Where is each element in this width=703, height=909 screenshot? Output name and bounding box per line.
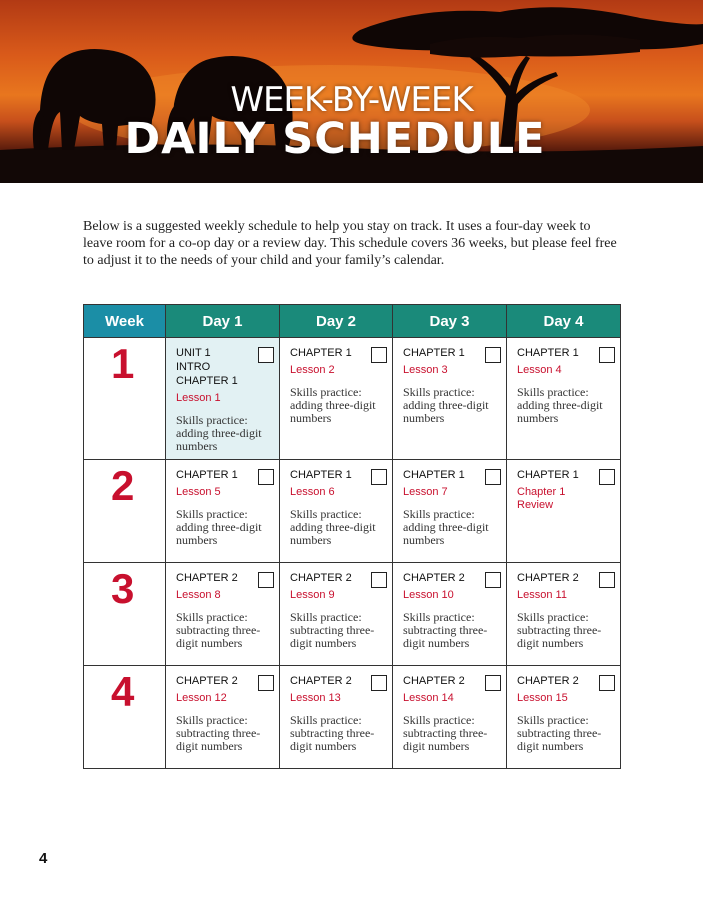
day-checkbox[interactable] [599,469,615,485]
lesson-label: Lesson 3 [403,364,448,376]
header-week: Week [84,305,166,338]
week-number: 1 [111,340,135,387]
day-cell [280,338,393,460]
lesson-label: Lesson 4 [517,364,562,376]
table-row [84,666,621,769]
week-number: 2 [111,462,135,509]
lesson-label: Lesson 9 [290,589,335,601]
chapter-label: CHAPTER 2 [517,675,579,687]
lesson-label: Lesson 2 [290,364,335,376]
skills-text: Skills practice: subtracting three-digit numbers [517,610,602,650]
lesson-label: Lesson 8 [176,589,221,601]
lesson-label: Lesson 10 [403,589,454,601]
skills-text: Skills practice: subtracting three-digit numbers [290,610,375,650]
day-cell [393,460,507,563]
page-title: DAILY SCHEDULE [124,114,546,164]
day-checkbox[interactable] [258,469,274,485]
day-cell [393,563,507,666]
chapter-label: UNIT 1 INTRO CHAPTER 1 [176,347,238,387]
skills-text: Skills practice: adding three-digit numbers [290,507,376,547]
chapter-label: CHAPTER 2 [403,675,465,687]
lesson-label: Lesson 13 [290,692,341,704]
chapter-label: CHAPTER 1 [517,469,579,481]
day-checkbox[interactable] [485,572,501,588]
header-day-3: Day 3 [393,305,507,338]
title-line-1: WEEK-BY-WEEK [230,80,473,120]
chapter-label: CHAPTER 1 [517,347,579,359]
chapter-label: CHAPTER 2 [290,572,352,584]
lesson-label: Lesson 14 [403,692,454,704]
day-cell [393,338,507,460]
week-cell [84,338,166,460]
schedule-table [83,304,621,769]
skills-text: Skills practice: subtracting three-digit numbers [403,713,488,753]
chapter-label: CHAPTER 2 [176,675,238,687]
table-row [84,460,621,563]
day-cell [280,460,393,563]
lesson-label: Lesson 1 [176,392,221,404]
day-checkbox[interactable] [599,572,615,588]
day-checkbox[interactable] [485,675,501,691]
week-number: 4 [111,668,135,715]
page-number: 4 [39,850,48,867]
lesson-label: Lesson 15 [517,692,568,704]
header-day-2: Day 2 [280,305,393,338]
lesson-label: Lesson 5 [176,486,221,498]
table-row [84,338,621,460]
lesson-label: Lesson 7 [403,486,448,498]
skills-text: Skills practice: adding three-digit numbers [403,385,489,425]
intro-paragraph: Below is a suggested weekly schedule to help you stay on track. It uses a four-day week to leave room for a co-op day or a review day. This schedule covers 36 weeks, but please feel free to adjust it to the needs of your child and your family’s calendar. [83,219,617,268]
table-row [84,563,621,666]
chapter-label: CHAPTER 1 [176,469,238,481]
skills-text: Skills practice: adding three-digit numbers [176,507,262,547]
day-checkbox[interactable] [258,572,274,588]
lesson-label: Lesson 11 [517,589,567,601]
chapter-label: CHAPTER 1 [290,347,352,359]
day-cell [166,563,280,666]
week-cell [84,460,166,563]
chapter-label: CHAPTER 2 [517,572,579,584]
day-checkbox[interactable] [258,347,274,363]
header-day-1: Day 1 [166,305,280,338]
day-cell [166,666,280,769]
chapter-label: CHAPTER 2 [403,572,465,584]
skills-text: Skills practice: adding three-digit numbers [176,413,262,453]
day-checkbox[interactable] [371,347,387,363]
day-checkbox[interactable] [371,572,387,588]
chapter-label: CHAPTER 1 [403,347,465,359]
week-cell [84,666,166,769]
day-checkbox[interactable] [599,675,615,691]
day-cell [166,338,280,460]
skills-text: Skills practice: subtracting three-digit numbers [176,610,261,650]
skills-text: Skills practice: adding three-digit numbers [403,507,489,547]
week-number: 3 [111,565,135,612]
skills-text: Skills practice: subtracting three-digit numbers [290,713,375,753]
lesson-label: Lesson 6 [290,486,335,498]
day-cell [166,460,280,563]
skills-text: Skills practice: adding three-digit numbers [290,385,376,425]
day-checkbox[interactable] [485,347,501,363]
header-banner [0,0,703,183]
day-cell [507,338,621,460]
header-row [84,305,621,338]
skills-text: Skills practice: adding three-digit numbers [517,385,603,425]
skills-text: Skills practice: subtracting three-digit numbers [176,713,261,753]
day-cell [393,666,507,769]
day-cell [280,563,393,666]
day-checkbox[interactable] [258,675,274,691]
day-checkbox[interactable] [485,469,501,485]
day-checkbox[interactable] [371,675,387,691]
chapter-label: CHAPTER 2 [290,675,352,687]
day-checkbox[interactable] [599,347,615,363]
lesson-label: Chapter 1 Review [517,486,566,511]
header-day-4: Day 4 [507,305,621,338]
week-cell [84,563,166,666]
skills-text: Skills practice: subtracting three-digit numbers [517,713,602,753]
day-checkbox[interactable] [371,469,387,485]
chapter-label: CHAPTER 2 [176,572,238,584]
day-cell [280,666,393,769]
chapter-label: CHAPTER 1 [290,469,352,481]
lesson-label: Lesson 12 [176,692,227,704]
chapter-label: CHAPTER 1 [403,469,465,481]
day-cell [507,666,621,769]
day-cell [507,460,621,563]
skills-text: Skills practice: subtracting three-digit numbers [403,610,488,650]
day-cell [507,563,621,666]
